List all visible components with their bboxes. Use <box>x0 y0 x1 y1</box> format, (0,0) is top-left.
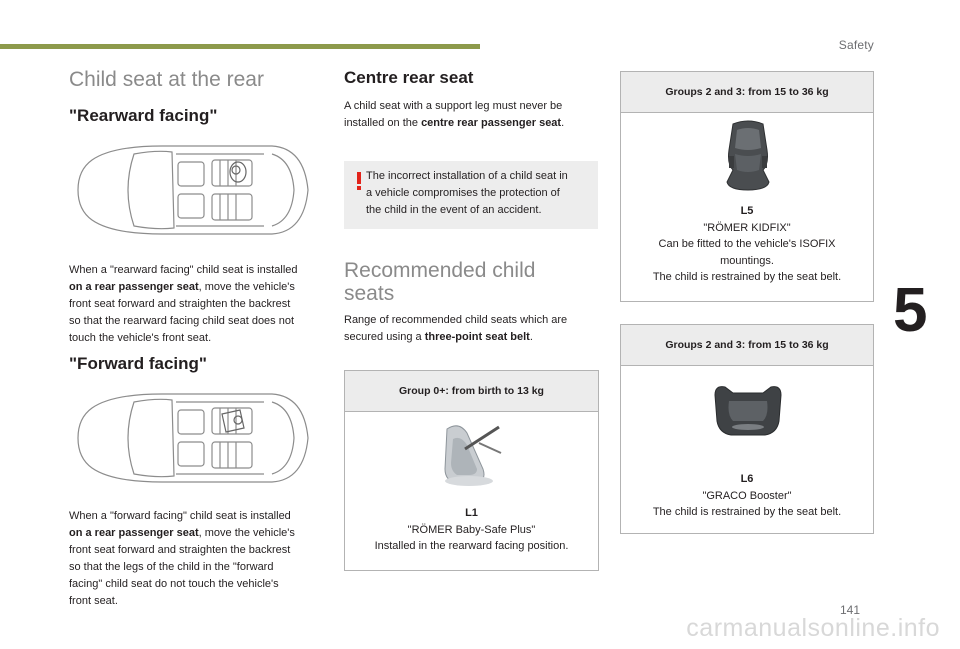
forward-heading: "Forward facing" <box>69 354 207 373</box>
header-accent-bar <box>0 44 480 49</box>
warning-text: The incorrect installation of a child seat in a vehicle compromises the protection of the child in the event of an accident. <box>366 170 568 217</box>
rearward-line-2: on a rear passenger seat, move the vehicle's <box>69 281 295 294</box>
seat-box-l6 <box>620 324 874 534</box>
chapter-number: 5 <box>893 276 928 345</box>
rearward-line-4: so that the rearward facing child seat does not <box>69 315 295 328</box>
forward-line-6: front seat. <box>69 595 118 608</box>
baby-seat-image <box>439 419 507 489</box>
forward-line-4: so that the legs of the child in the "forward <box>69 561 274 574</box>
booster-seat-image <box>711 381 785 439</box>
seat-box-l5-header: Groups 2 and 3: from 15 to 36 kg <box>621 72 873 113</box>
rearward-line-5: touch the vehicle's front seat. <box>69 332 212 345</box>
page-title: Child seat at the rear <box>69 68 264 91</box>
forward-line-2: on a rear passenger seat, move the vehicle's <box>69 527 295 540</box>
car-forward-diagram <box>72 388 312 488</box>
page-number: 141 <box>839 603 860 617</box>
section-label: Safety <box>838 38 874 52</box>
rearward-line-3: front seat forward and straighten the backrest <box>69 298 291 311</box>
rearward-line-1: When a "rearward facing" child seat is installed <box>69 264 298 276</box>
forward-line-1: When a "forward facing" child seat is installed <box>69 510 291 522</box>
watermark: carmanualsonline.info <box>686 614 940 642</box>
range-paragraph: Range of recommended child seats which are secured using a three-point seat belt. <box>344 314 568 344</box>
seat-box-l1 <box>344 370 599 571</box>
seat-box-l6-text: L6 "GRACO Booster" The child is restrained by the seat belt. <box>652 473 842 518</box>
kidfix-seat-image <box>723 120 773 192</box>
forward-line-5: facing" child seat do not touch the vehicle's <box>69 578 279 591</box>
warning-exclamation-icon <box>352 170 366 192</box>
recommended-heading: Recommended child seats <box>344 259 536 306</box>
seat-box-l1-text: L1 "RÖMER Baby-Safe Plus" Installed in the rearward facing position. <box>374 507 569 552</box>
centre-heading: Centre rear seat <box>344 68 474 87</box>
seat-box-l5-text: L5 "RÖMER KIDFIX" Can be fitted to the vehicle's ISOFIX mountings. The child is restrained by the seat belt. <box>652 205 842 283</box>
warning-box <box>344 161 598 229</box>
rearward-paragraph <box>69 262 331 347</box>
seat-box-l1-header: Group 0+: from birth to 13 kg <box>345 371 598 412</box>
forward-paragraph <box>69 508 331 610</box>
seat-box-l6-header: Groups 2 and 3: from 15 to 36 kg <box>621 325 873 366</box>
rearward-heading: "Rearward facing" <box>69 106 218 125</box>
car-rearward-diagram <box>72 140 312 240</box>
seat-box-l5 <box>620 71 874 302</box>
forward-line-3: front seat forward and straighten the backrest <box>69 544 291 557</box>
centre-paragraph: A child seat with a support leg must never be installed on the centre rear passenger seat. <box>344 100 565 130</box>
